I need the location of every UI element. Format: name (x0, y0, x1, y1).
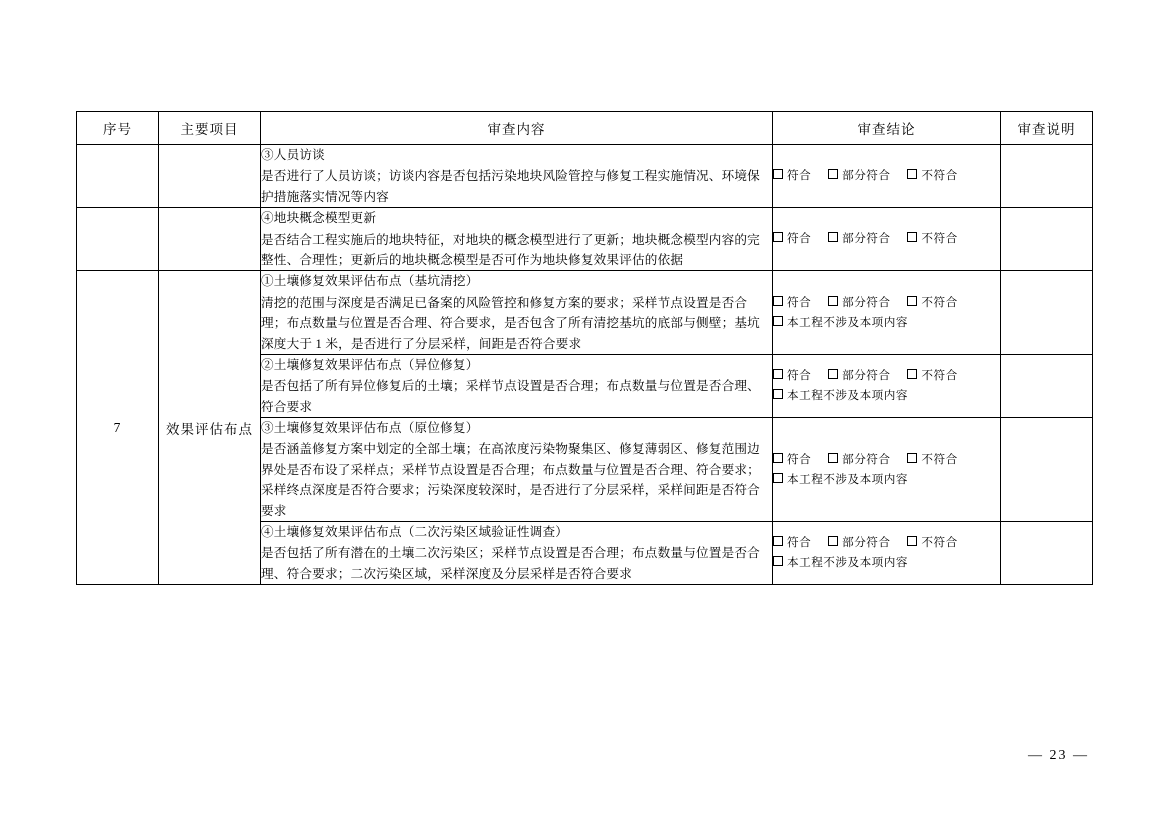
checkbox-icon[interactable] (828, 369, 838, 379)
row-item (159, 208, 261, 271)
checkbox-icon[interactable] (773, 232, 783, 242)
checkbox-icon[interactable] (773, 389, 783, 399)
row-content (261, 418, 773, 522)
conclusion-option-noncompliant[interactable]: 不符合 (907, 450, 957, 470)
content-body: 清挖的范围与深度是否满足已备案的风险管控和修复方案的要求；采样节点设置是否合理；布点数量与位置是否合理、符合要求，是否包含了所有清挖基坑的底部与侧壁；基坑深度大于 1 米，是否进行了分层采样，间距是否符合要求 (261, 295, 760, 351)
conclusion-options-line (773, 293, 1000, 313)
conclusion-option-noncompliant[interactable]: 不符合 (907, 533, 957, 553)
row-content (261, 208, 773, 271)
conclusion-option-partial[interactable]: 部分符合 (828, 229, 890, 249)
row-no (77, 145, 159, 208)
page-number: — 23 — (1028, 748, 1089, 763)
checkbox-icon[interactable] (907, 169, 917, 179)
checkbox-icon[interactable] (828, 169, 838, 179)
checkbox-icon[interactable] (907, 232, 917, 242)
checkbox-icon[interactable] (773, 316, 783, 326)
review-table (76, 111, 1093, 585)
conclusion-options-line (773, 166, 1000, 186)
conclusion-options-line (773, 450, 1000, 470)
checkbox-icon[interactable] (773, 473, 783, 483)
row-content (261, 145, 773, 208)
checkbox-icon[interactable] (907, 536, 917, 546)
conclusion-option-not-applicable[interactable]: 本工程不涉及本项内容 (773, 553, 908, 573)
column-header-no: 序号 (77, 112, 159, 145)
conclusion-option-compliant[interactable]: 符合 (773, 229, 811, 249)
checkbox-icon[interactable] (828, 453, 838, 463)
conclusion-option-compliant[interactable]: 符合 (773, 450, 811, 470)
row-conclusion (773, 354, 1001, 417)
content-title: ③土壤修复效果评估布点（原位修复） (261, 421, 479, 436)
content-body: 是否结合工程实施后的地块特征，对地块的概念模型进行了更新；地块概念模型内容的完整性、合理性；更新后的地块概念模型是否可作为地块修复效果评估的依据 (261, 232, 760, 267)
conclusion-options-line (773, 366, 1000, 386)
column-header-content: 审查内容 (261, 112, 773, 145)
row-conclusion (773, 145, 1001, 208)
content-body: 是否进行了人员访谈；访谈内容是否包括污染地块风险管控与修复工程实施情况、环境保护措施落实情况等内容 (261, 169, 760, 204)
row-note (1001, 418, 1093, 522)
conclusion-option-compliant[interactable]: 符合 (773, 366, 811, 386)
row-item: 效果评估布点 (159, 271, 261, 585)
conclusion-options-line (773, 313, 1000, 333)
row-note (1001, 145, 1093, 208)
checkbox-icon[interactable] (828, 296, 838, 306)
column-header-item: 主要项目 (159, 112, 261, 145)
conclusion-option-noncompliant[interactable]: 不符合 (907, 166, 957, 186)
content-title: ①土壤修复效果评估布点（基坑清挖） (261, 274, 479, 289)
conclusion-option-partial[interactable]: 部分符合 (828, 166, 890, 186)
conclusion-option-noncompliant[interactable]: 不符合 (907, 366, 957, 386)
row-note (1001, 354, 1093, 417)
checkbox-icon[interactable] (773, 169, 783, 179)
row-note (1001, 522, 1093, 585)
content-body: 是否包括了所有异位修复后的土壤；采样节点设置是否合理；布点数量与位置是否合理、符合要求 (261, 379, 760, 414)
row-note (1001, 208, 1093, 271)
content-title: ④地块概念模型更新 (261, 211, 377, 226)
row-no (77, 208, 159, 271)
conclusion-options-line (773, 470, 1000, 490)
conclusion-option-compliant[interactable]: 符合 (773, 533, 811, 553)
checkbox-icon[interactable] (907, 296, 917, 306)
content-body: 是否包括了所有潜在的土壤二次污染区；采样节点设置是否合理；布点数量与位置是否合理、符合要求；二次污染区域，采样深度及分层采样是否符合要求 (261, 546, 760, 581)
row-content (261, 354, 773, 417)
conclusion-option-partial[interactable]: 部分符合 (828, 366, 890, 386)
row-conclusion (773, 522, 1001, 585)
checkbox-icon[interactable] (828, 536, 838, 546)
conclusion-option-noncompliant[interactable]: 不符合 (907, 229, 957, 249)
conclusion-options-line (773, 229, 1000, 249)
checkbox-icon[interactable] (773, 369, 783, 379)
row-conclusion (773, 208, 1001, 271)
row-content (261, 522, 773, 585)
checkbox-icon[interactable] (773, 453, 783, 463)
table-row (77, 271, 1093, 355)
conclusion-options-line (773, 553, 1000, 573)
row-no: 7 (77, 271, 159, 585)
content-body: 是否涵盖修复方案中划定的全部土壤；在高浓度污染物聚集区、修复薄弱区、修复范围边界处是否布设了采样点；采样节点设置是否合理；布点数量与位置是否合理、符合要求；采样终点深度是否符合要求；污染深度较深时，是否进行了分层采样，采样间距是否符合要求 (261, 442, 760, 518)
checkbox-icon[interactable] (907, 453, 917, 463)
table-header-row (77, 112, 1093, 145)
conclusion-option-not-applicable[interactable]: 本工程不涉及本项内容 (773, 313, 908, 333)
content-title: ③人员访谈 (261, 148, 325, 162)
conclusion-option-not-applicable[interactable]: 本工程不涉及本项内容 (773, 470, 908, 490)
row-conclusion (773, 418, 1001, 522)
row-item (159, 145, 261, 208)
conclusion-option-compliant[interactable]: 符合 (773, 293, 811, 313)
checkbox-icon[interactable] (773, 536, 783, 546)
table-row (77, 208, 1093, 271)
conclusion-option-noncompliant[interactable]: 不符合 (907, 293, 957, 313)
table-row (77, 145, 1093, 208)
column-header-note: 审查说明 (1001, 112, 1093, 145)
row-note (1001, 271, 1093, 355)
checkbox-icon[interactable] (773, 296, 783, 306)
conclusion-option-partial[interactable]: 部分符合 (828, 533, 890, 553)
checkbox-icon[interactable] (773, 556, 783, 566)
checkbox-icon[interactable] (828, 232, 838, 242)
column-header-conclusion: 审查结论 (773, 112, 1001, 145)
content-title: ④土壤修复效果评估布点（二次污染区域验证性调查） (261, 525, 569, 540)
conclusion-option-partial[interactable]: 部分符合 (828, 450, 890, 470)
checkbox-icon[interactable] (907, 369, 917, 379)
row-content (261, 271, 773, 355)
row-conclusion (773, 271, 1001, 355)
conclusion-option-partial[interactable]: 部分符合 (828, 293, 890, 313)
conclusion-options-line (773, 386, 1000, 406)
content-title: ②土壤修复效果评估布点（异位修复） (261, 357, 479, 372)
conclusion-option-compliant[interactable]: 符合 (773, 166, 811, 186)
conclusion-options-line (773, 533, 1000, 553)
conclusion-option-not-applicable[interactable]: 本工程不涉及本项内容 (773, 386, 908, 406)
